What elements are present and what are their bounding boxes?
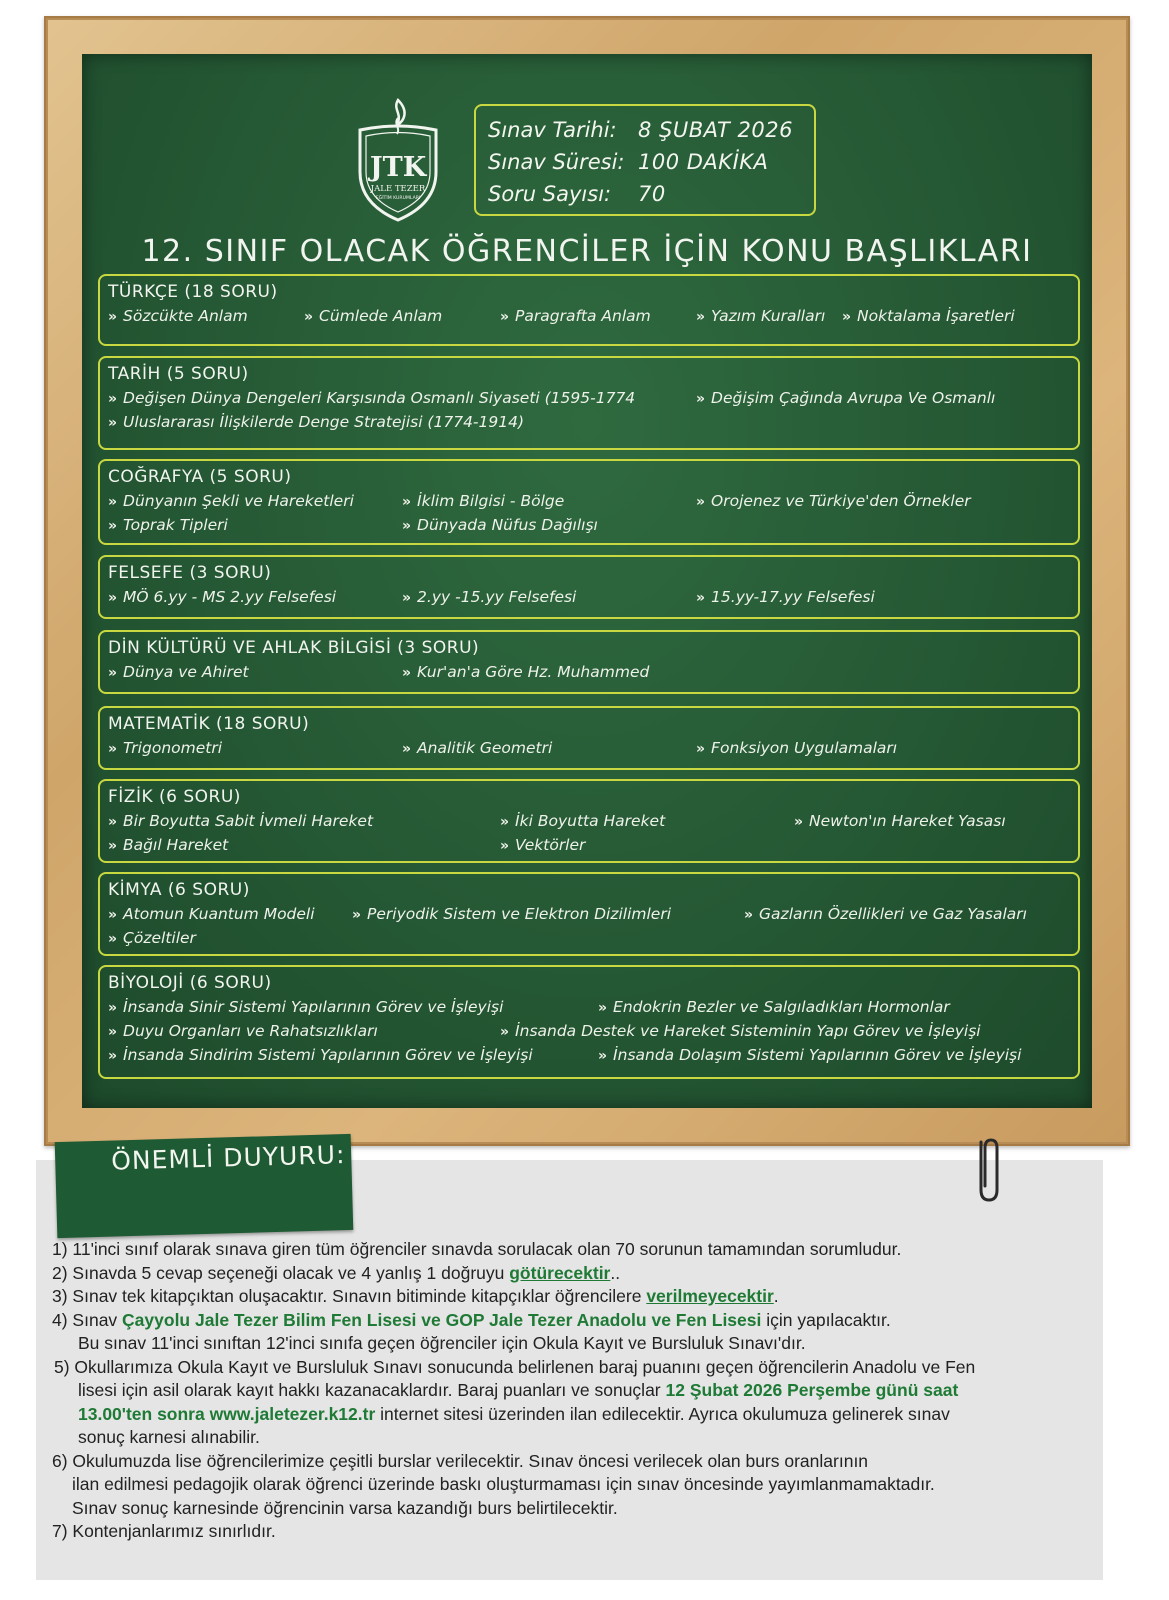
subject-title: TÜRKÇE (18 SORU) bbox=[108, 282, 278, 302]
bullet-icon: » bbox=[304, 309, 314, 325]
subject-box bbox=[98, 274, 1080, 346]
topic-label: 2.yy -15.yy Felsefesi bbox=[417, 588, 577, 606]
topic-row bbox=[108, 660, 1070, 684]
announcement-line bbox=[52, 1285, 1092, 1309]
topic-row bbox=[108, 585, 1070, 609]
topic-item bbox=[696, 489, 971, 514]
announcement-line bbox=[52, 1497, 1092, 1521]
highlighted-text: götürecektir bbox=[509, 1262, 611, 1283]
subject-box bbox=[98, 459, 1080, 545]
logo-initials: JTK bbox=[369, 152, 427, 183]
announcement-text: ilan edilmesi pedagojik olarak öğrenci üzerinde baskı oluşturmaması için sınav öncesinde yayımlanmamaktadır. bbox=[72, 1474, 935, 1494]
topic-item bbox=[108, 902, 315, 927]
topic-label: Duyu Organları ve Rahatsızlıkları bbox=[123, 1022, 378, 1040]
bullet-icon: » bbox=[108, 1000, 118, 1016]
topic-item bbox=[402, 513, 598, 538]
topic-item bbox=[842, 304, 1015, 329]
topic-label: İki Boyutta Hareket bbox=[515, 812, 666, 830]
announcement-text: .. bbox=[610, 1262, 621, 1283]
exam-info-row bbox=[488, 114, 802, 146]
subject-box bbox=[98, 630, 1080, 694]
board-title: 12. SINIF OLACAK ÖĞRENCİLER İÇİN KONU BAŞLIKLARI bbox=[141, 234, 1033, 269]
bullet-icon: » bbox=[842, 309, 852, 325]
bullet-icon: » bbox=[352, 907, 362, 923]
topic-row bbox=[108, 833, 1070, 857]
bullet-icon: » bbox=[108, 391, 118, 407]
subject-box bbox=[98, 706, 1080, 770]
topic-row bbox=[108, 926, 1070, 950]
subject-title: COĞRAFYA (5 SORU) bbox=[108, 467, 292, 487]
announcement-text: Bu sınav 11'inci sınıftan 12'inci sınıfa geçen öğrenciler için Okula Kayıt ve Bursluluk Sınavı'dır. bbox=[78, 1333, 806, 1353]
topic-label: Dünya ve Ahiret bbox=[123, 663, 249, 681]
topic-label: Cümlede Anlam bbox=[319, 307, 443, 325]
topic-label: Orojenez ve Türkiye'den Örnekler bbox=[711, 492, 971, 510]
announcement-line bbox=[52, 1403, 1092, 1427]
bullet-icon: » bbox=[744, 907, 754, 923]
topic-label: İklim Bilgisi - Bölge bbox=[417, 492, 565, 510]
bullet-icon: » bbox=[696, 741, 706, 757]
highlighted-text: verilmeyecektir bbox=[646, 1286, 774, 1306]
subject-title: FELSEFE (3 SORU) bbox=[108, 563, 272, 583]
chalkboard-frame bbox=[44, 16, 1130, 1146]
bullet-icon: » bbox=[108, 907, 118, 923]
bullet-icon: » bbox=[696, 309, 706, 325]
announcement-line bbox=[52, 1379, 1092, 1403]
bullet-icon: » bbox=[402, 590, 412, 606]
announcement-line bbox=[52, 1262, 1092, 1286]
subject-title: FİZİK (6 SORU) bbox=[108, 787, 241, 807]
topic-item bbox=[402, 585, 576, 610]
topic-item bbox=[108, 410, 524, 435]
topic-label: Dünyada Nüfus Dağılışı bbox=[417, 516, 598, 534]
bullet-icon: » bbox=[108, 1048, 118, 1064]
topic-item bbox=[304, 304, 442, 329]
logo-subtext: EĞİTİM KURUMLARI bbox=[375, 196, 421, 201]
announcement-line bbox=[52, 1473, 1092, 1497]
topic-label: Fonksiyon Uygulamaları bbox=[711, 739, 898, 757]
bullet-icon: » bbox=[108, 838, 118, 854]
bullet-icon: » bbox=[500, 838, 510, 854]
topic-item bbox=[108, 513, 228, 538]
topic-label: Noktalama İşaretleri bbox=[857, 307, 1015, 325]
topic-row bbox=[108, 809, 1070, 833]
topic-label: Kur'an'a Göre Hz. Muhammed bbox=[417, 663, 650, 681]
topic-label: Değişen Dünya Dengeleri Karşısında Osmanlı Siyaseti (1595-1774 bbox=[123, 389, 636, 407]
topic-label: 15.yy-17.yy Felsefesi bbox=[711, 588, 875, 606]
topic-item bbox=[744, 902, 1027, 927]
logo-name: JALE TEZER bbox=[370, 184, 426, 194]
announcement-banner bbox=[55, 1134, 354, 1238]
exam-info-label: Sınav Tarihi: bbox=[488, 118, 617, 142]
topic-label: Uluslararası İlişkilerde Denge Stratejisi (1774-1914) bbox=[123, 413, 525, 431]
announcement-text: . bbox=[773, 1286, 779, 1306]
topic-row bbox=[108, 902, 1070, 926]
highlighted-text: Çayyolu Jale Tezer Bilim Fen Lisesi ve GOP Jale Tezer Anadolu ve Fen Lisesi bbox=[122, 1309, 762, 1330]
exam-info-row bbox=[488, 146, 802, 178]
announcement-text: Sınav sonuç karnesinde öğrencinin varsa kazandığı burs belirtilecektir. bbox=[72, 1497, 618, 1518]
topic-item bbox=[108, 386, 635, 411]
school-logo bbox=[352, 96, 444, 226]
topic-row bbox=[108, 995, 1070, 1019]
highlighted-text: 12 Şubat 2026 Perşembe günü saat bbox=[665, 1380, 959, 1400]
announcement-line bbox=[52, 1426, 1092, 1450]
topic-label: Çözeltiler bbox=[123, 929, 196, 947]
subject-title: KİMYA (6 SORU) bbox=[108, 880, 250, 900]
bullet-icon: » bbox=[108, 741, 118, 757]
topic-label: Bağıl Hareket bbox=[123, 836, 229, 854]
bullet-icon: » bbox=[500, 814, 510, 830]
bullet-icon: » bbox=[598, 1048, 608, 1064]
topic-row bbox=[108, 304, 1070, 328]
announcement-line bbox=[52, 1356, 1092, 1380]
bullet-icon: » bbox=[402, 494, 412, 510]
topic-item bbox=[696, 386, 995, 411]
announcement-text: 5) Okullarımıza Okula Kayıt ve Bursluluk Sınavı sonucunda belirlenen baraj puanını geçen öğrencilerin Anadolu ve Fen bbox=[54, 1356, 976, 1377]
topic-item bbox=[108, 926, 196, 951]
topic-item bbox=[352, 902, 671, 927]
announcement-line bbox=[52, 1520, 1092, 1544]
bullet-icon: » bbox=[108, 665, 118, 681]
topic-item bbox=[108, 1019, 378, 1044]
subject-box bbox=[98, 965, 1080, 1079]
announcement-text: internet sitesi üzerinden ilan edilecektir. Ayrıca okulumuza gelinerek sınav bbox=[375, 1403, 950, 1424]
topic-item bbox=[598, 1043, 1021, 1068]
announcement-text: 6) Okulumuzda lise öğrencilerimize çeşitli burslar verilecektir. Sınav öncesi verilecek olan burs oranlarının bbox=[52, 1450, 869, 1471]
topic-item bbox=[500, 833, 585, 858]
topic-item bbox=[500, 304, 651, 329]
topic-label: Analitik Geometri bbox=[417, 739, 553, 757]
announcement-text: için yapılacaktır. bbox=[761, 1309, 891, 1330]
exam-info-value: 8 ŞUBAT 2026 bbox=[638, 118, 793, 142]
topic-label: Atomun Kuantum Modeli bbox=[123, 905, 315, 923]
subject-box bbox=[98, 555, 1080, 619]
topic-label: Vektörler bbox=[515, 836, 586, 854]
topic-item bbox=[402, 736, 552, 761]
bullet-icon: » bbox=[402, 518, 412, 534]
topic-row bbox=[108, 736, 1070, 760]
topic-item bbox=[108, 304, 248, 329]
topic-item bbox=[402, 489, 564, 514]
exam-info-row bbox=[488, 178, 802, 210]
bullet-icon: » bbox=[500, 1024, 510, 1040]
announcement-line bbox=[52, 1450, 1092, 1474]
topic-item bbox=[794, 809, 1006, 834]
topic-item bbox=[696, 736, 897, 761]
announcement-text: 1) 11'inci sınıf olarak sınava giren tüm öğrenciler sınavda sorulacak olan 70 sorunun tamamından sorumludur. bbox=[52, 1239, 902, 1259]
topic-item bbox=[696, 304, 825, 329]
bullet-icon: » bbox=[108, 415, 118, 431]
topic-row bbox=[108, 386, 1070, 410]
subject-box bbox=[98, 872, 1080, 956]
topic-label: Bir Boyutta Sabit İvmeli Hareket bbox=[123, 812, 374, 830]
exam-info-box bbox=[474, 104, 816, 216]
bullet-icon: » bbox=[108, 931, 118, 947]
exam-info-label: Sınav Süresi: bbox=[488, 150, 625, 174]
topic-item bbox=[108, 833, 228, 858]
topic-row bbox=[108, 410, 1070, 434]
topic-row bbox=[108, 1019, 1070, 1043]
topic-label: Dünyanın Şekli ve Hareketleri bbox=[123, 492, 354, 510]
topic-label: Toprak Tipleri bbox=[123, 516, 228, 534]
topic-label: Endokrin Bezler ve Salgıladıkları Hormonlar bbox=[613, 998, 950, 1016]
announcement-line bbox=[52, 1332, 1092, 1356]
announcement-text: 2) Sınavda 5 cevap seçeneği olacak ve 4 yanlış 1 doğruyu bbox=[52, 1262, 510, 1283]
exam-info-value: 70 bbox=[638, 182, 666, 206]
topic-item bbox=[108, 660, 249, 685]
topic-label: İnsanda Dolaşım Sistemi Yapılarının Görev ve İşleyişi bbox=[613, 1046, 1022, 1064]
topic-label: Yazım Kuralları bbox=[711, 307, 826, 325]
announcement-list bbox=[52, 1238, 1092, 1544]
topic-item bbox=[108, 809, 373, 834]
chalkboard bbox=[82, 54, 1092, 1108]
topic-label: Değişim Çağında Avrupa Ve Osmanlı bbox=[711, 389, 996, 407]
announcement-text: lisesi için asil olarak kayıt hakkı kazanacaklardır. Baraj puanları ve sonuçlar bbox=[78, 1380, 666, 1400]
bullet-icon: » bbox=[108, 1024, 118, 1040]
topic-item bbox=[500, 809, 665, 834]
bullet-icon: » bbox=[108, 309, 118, 325]
subject-title: MATEMATİK (18 SORU) bbox=[108, 714, 310, 734]
highlighted-text: 13.00'ten sonra www.jaletezer.k12.tr bbox=[78, 1403, 376, 1424]
subject-box bbox=[98, 356, 1080, 450]
announcement-line bbox=[52, 1238, 1092, 1262]
bullet-icon: » bbox=[108, 590, 118, 606]
paperclip-icon bbox=[971, 1134, 1007, 1206]
bullet-icon: » bbox=[500, 309, 510, 325]
topic-label: İnsanda Sinir Sistemi Yapılarının Görev ve İşleyişi bbox=[123, 998, 504, 1016]
announcement-text: 4) Sınav bbox=[52, 1309, 123, 1330]
topic-item bbox=[108, 995, 503, 1020]
topic-row bbox=[108, 1043, 1070, 1067]
topic-item bbox=[108, 585, 336, 610]
announcement-title: ÖNEMLİ DUYURU: bbox=[110, 1140, 346, 1176]
announcement-line bbox=[52, 1309, 1092, 1333]
bullet-icon: » bbox=[696, 494, 706, 510]
topic-row bbox=[108, 489, 1070, 513]
bullet-icon: » bbox=[794, 814, 804, 830]
bullet-icon: » bbox=[108, 814, 118, 830]
bullet-icon: » bbox=[402, 665, 412, 681]
topic-label: Paragrafta Anlam bbox=[515, 307, 651, 325]
announcement-text: 7) Kontenjanlarımız sınırlıdır. bbox=[52, 1521, 276, 1541]
bullet-icon: » bbox=[696, 391, 706, 407]
subject-title: DİN KÜLTÜRÜ VE AHLAK BİLGİSİ (3 SORU) bbox=[108, 638, 480, 658]
bullet-icon: » bbox=[696, 590, 706, 606]
bullet-icon: » bbox=[402, 741, 412, 757]
topic-label: Gazların Özellikleri ve Gaz Yasaları bbox=[759, 905, 1027, 923]
topic-item bbox=[598, 995, 950, 1020]
topic-item bbox=[108, 1043, 533, 1068]
topic-label: İnsanda Sindirim Sistemi Yapılarının Görev ve İşleyişi bbox=[123, 1046, 533, 1064]
exam-info-value: 100 DAKİKA bbox=[638, 150, 769, 174]
topic-item bbox=[696, 585, 875, 610]
topic-item bbox=[402, 660, 649, 685]
announcement-text: 3) Sınav tek kitapçıktan oluşacaktır. Sınavın bitiminde kitapçıklar öğrencilere bbox=[52, 1286, 647, 1306]
bullet-icon: » bbox=[108, 518, 118, 534]
topic-label: İnsanda Destek ve Hareket Sisteminin Yapı Görev ve İşleyişi bbox=[515, 1022, 981, 1040]
announcement-text: sonuç karnesi alınabilir. bbox=[78, 1427, 260, 1447]
topic-label: Newton'ın Hareket Yasası bbox=[809, 812, 1006, 830]
topic-label: Sözcükte Anlam bbox=[123, 307, 248, 325]
topic-item bbox=[108, 489, 354, 514]
topic-item bbox=[108, 736, 222, 761]
topic-label: Trigonometri bbox=[123, 739, 223, 757]
topic-item bbox=[500, 1019, 981, 1044]
subject-title: TARİH (5 SORU) bbox=[108, 364, 249, 384]
subject-title: BİYOLOJİ (6 SORU) bbox=[108, 973, 272, 993]
announcement-panel bbox=[36, 1140, 1103, 1580]
subject-box bbox=[98, 779, 1080, 863]
topic-label: MÖ 6.yy - MS 2.yy Felsefesi bbox=[123, 588, 337, 606]
exam-info-label: Soru Sayısı: bbox=[488, 182, 612, 206]
topic-label: Periyodik Sistem ve Elektron Dizilimleri bbox=[367, 905, 672, 923]
bullet-icon: » bbox=[598, 1000, 608, 1016]
bullet-icon: » bbox=[108, 494, 118, 510]
topic-row bbox=[108, 513, 1070, 537]
